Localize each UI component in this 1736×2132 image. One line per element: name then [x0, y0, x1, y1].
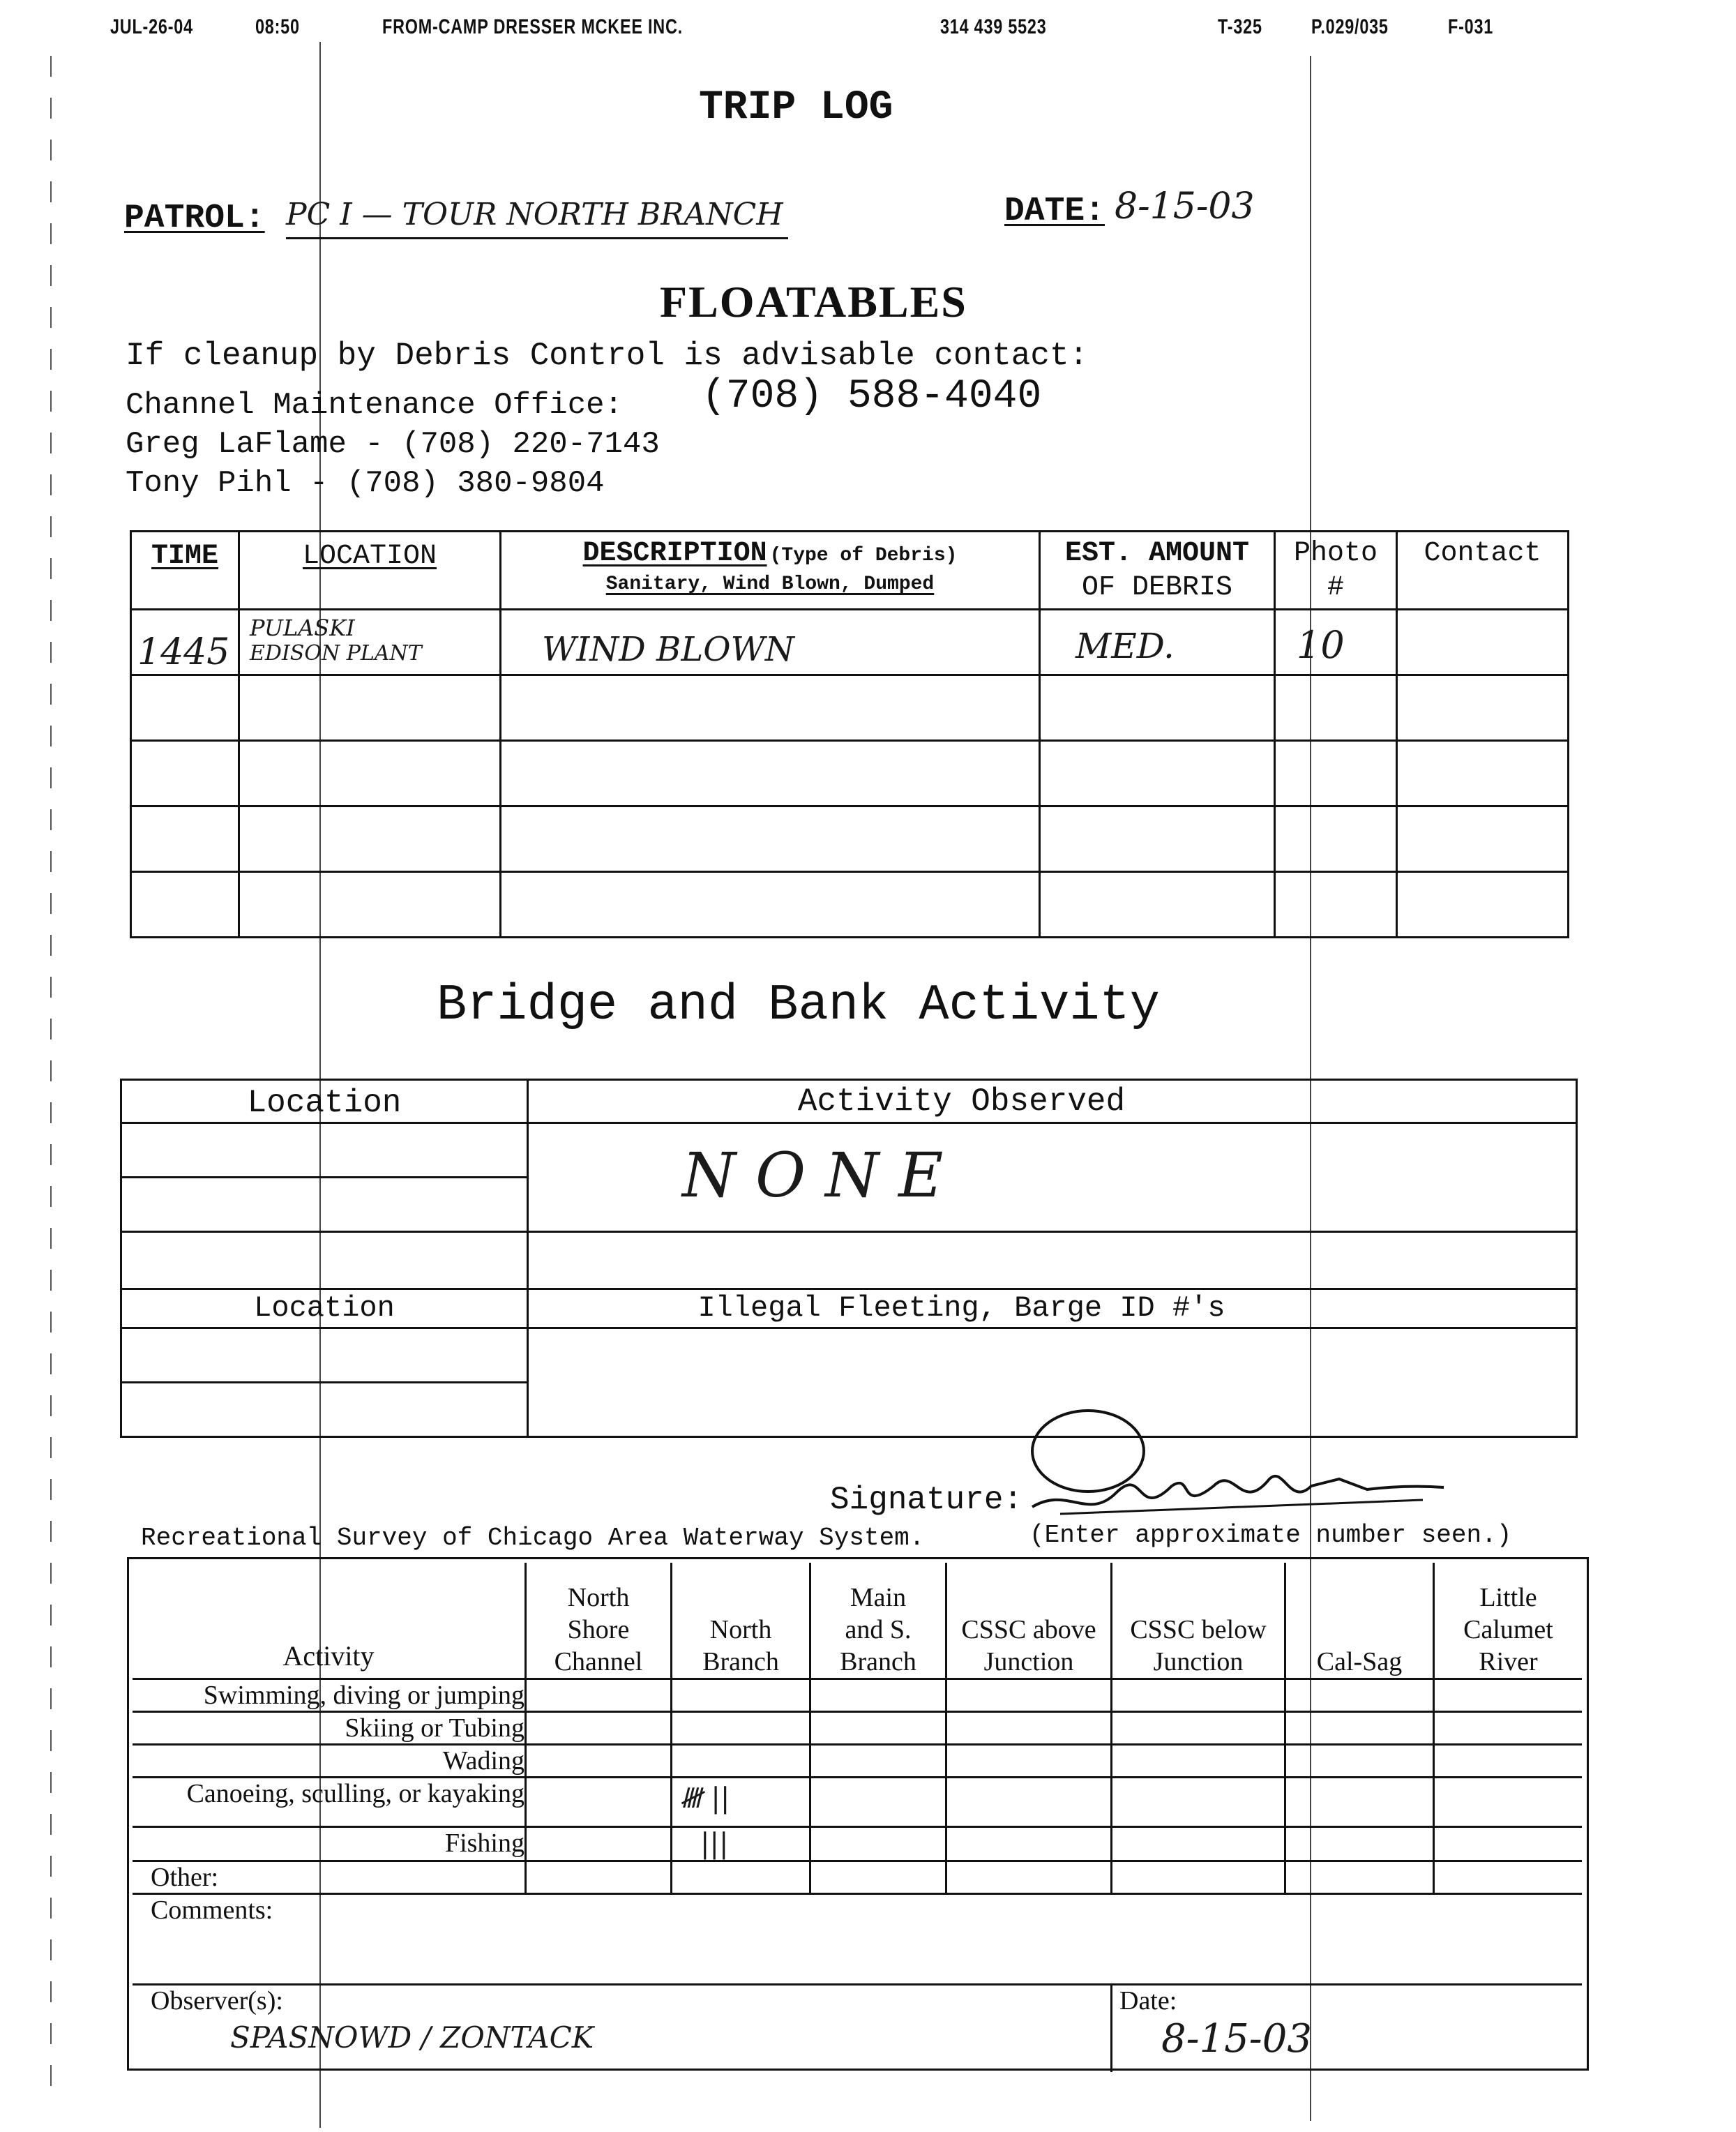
bridge-table: [120, 1079, 1578, 1438]
table-row: [131, 872, 1569, 938]
col-cssc-above-l2: Junction: [983, 1646, 1074, 1676]
bridge-activity-cell: [528, 1123, 1577, 1232]
row1-location-line1: PULASKI: [250, 615, 355, 641]
row1-location-line2: EDISON PLANT: [250, 641, 422, 666]
col-cal-sag-l1: Cal-Sag: [1316, 1646, 1403, 1676]
tally-fishing-north-branch: [672, 1826, 810, 1861]
fax-phone: 314 439 5523: [940, 15, 1047, 38]
activity-fishing: Fishing: [133, 1826, 526, 1861]
bridge-heading: Bridge and Bank Activity: [437, 977, 1160, 1034]
col-cal-sag: [1285, 1563, 1434, 1679]
observers-label: Observer(s):: [151, 1985, 283, 2015]
col-cssc-above: [946, 1563, 1112, 1679]
comments-row: [133, 1893, 1582, 1984]
survey-header-row: [133, 1563, 1582, 1679]
fax-t-code: T-325: [1218, 15, 1262, 38]
table-row: [121, 1328, 1577, 1383]
col-location: [239, 532, 501, 610]
patrol-label: PATROL:: [124, 200, 265, 237]
table-row: [131, 675, 1569, 741]
col-time-label: TIME: [151, 541, 218, 572]
floatables-heading: FLOATABLES: [660, 277, 967, 326]
col-main-l1: Main: [850, 1582, 907, 1612]
col-north-shore-l2: Shore: [567, 1614, 630, 1644]
col-description-label: DESCRIPTION: [582, 538, 767, 569]
table-row: [133, 1711, 1582, 1744]
col-photo: [1275, 532, 1397, 610]
row1-description-value: WIND BLOWN: [542, 630, 794, 669]
fleeting-location-header: [121, 1289, 528, 1328]
page-title: TRIP LOG: [699, 85, 893, 130]
col-north-branch: [672, 1563, 810, 1679]
bridge-activity-header: [528, 1080, 1577, 1123]
row1-contact: [1397, 610, 1569, 675]
row1-time-value: 1445: [137, 631, 230, 673]
tally-canoe-value: 𝍸 ||: [679, 1782, 730, 1815]
fax-page: P.029/035: [1311, 15, 1389, 38]
col-amount: [1040, 532, 1275, 610]
table-row: [131, 806, 1569, 872]
activity-swimming: Swimming, diving or jumping: [133, 1679, 526, 1711]
floatables-header-row: [131, 532, 1569, 610]
patrol-underline: [286, 237, 788, 239]
tally-fishing-value: |||: [700, 1827, 729, 1860]
col-cssc-below-l1: CSSC below: [1130, 1614, 1267, 1644]
survey-table: [133, 1563, 1582, 2072]
col-north-branch-l1: North: [709, 1614, 772, 1644]
col-main-s-branch: [810, 1563, 946, 1679]
fax-time: 08:50: [255, 15, 300, 38]
signature-label: Signature:: [830, 1482, 1023, 1518]
comments-label: Comments:: [151, 1895, 273, 1925]
survey-note: (Enter approximate number seen.): [1029, 1521, 1512, 1549]
activity-header-label: Activity: [282, 1639, 375, 1672]
office-phone: (708) 588-4040: [702, 374, 1042, 419]
col-description-type: (Type of Debris): [769, 545, 958, 566]
fleeting-header: [528, 1289, 1577, 1328]
survey-date-label: Date:: [1119, 1985, 1177, 2015]
col-cssc-below-l2: Junction: [1153, 1646, 1244, 1676]
contact-1: Greg LaFlame - (708) 220-7143: [126, 427, 660, 462]
col-north-shore-l3: Channel: [554, 1646, 643, 1676]
col-main-l2: and S.: [845, 1614, 912, 1644]
row1-photo: [1275, 610, 1397, 675]
bridge-location-label: Location: [247, 1085, 402, 1121]
floatables-table: [130, 530, 1569, 938]
observers-cell: [133, 1984, 1112, 2072]
bridge-activity-value: NONE: [682, 1139, 963, 1211]
signature-scribble: [1004, 1402, 1451, 1535]
col-amount-line2: OF DEBRIS: [1081, 572, 1233, 603]
row1-amount: [1040, 610, 1275, 675]
row1-photo-value: 10: [1297, 623, 1345, 667]
activity-wading: Wading: [133, 1744, 526, 1777]
col-cssc-above-l1: CSSC above: [961, 1614, 1096, 1644]
table-row: [133, 1679, 1582, 1711]
col-location-label: LOCATION: [302, 541, 437, 572]
bridge-activity-label: Activity Observed: [797, 1083, 1126, 1120]
col-north-branch-l2: Branch: [702, 1646, 779, 1676]
scan-line-left: [50, 56, 52, 2107]
comments-cell: [133, 1893, 1582, 1984]
row1-time: [131, 610, 239, 675]
row1-location: [239, 610, 501, 675]
col-little-calumet-l2: Calumet: [1463, 1614, 1553, 1644]
col-little-calumet-l1: Little: [1479, 1582, 1537, 1612]
survey-date-value: 8-15-03: [1161, 2015, 1312, 2062]
floatables-intro: If cleanup by Debris Control is advisable contact:: [126, 338, 1089, 374]
col-north-shore-l1: North: [567, 1582, 630, 1612]
col-main-l3: Branch: [840, 1646, 916, 1676]
activity-skiing: Skiing or Tubing: [133, 1711, 526, 1744]
other-label: Other:: [133, 1861, 526, 1893]
patrol-value: PC I — TOUR NORTH BRANCH: [286, 197, 783, 232]
table-row: [131, 741, 1569, 806]
col-contact-label: Contact: [1424, 538, 1541, 569]
date-label: DATE:: [1004, 193, 1105, 230]
col-photo-line1: Photo: [1293, 538, 1378, 569]
col-description: [501, 532, 1040, 610]
col-little-calumet-l3: River: [1479, 1646, 1538, 1676]
fax-f-code: F-031: [1448, 15, 1494, 38]
row1-amount-value: MED.: [1075, 626, 1175, 666]
tally-canoe-north-branch: [672, 1777, 810, 1826]
table-row: [133, 1744, 1582, 1777]
bridge-location-header: [121, 1080, 528, 1123]
col-contact: [1397, 532, 1569, 610]
col-north-shore: [526, 1563, 672, 1679]
row1-description: [501, 610, 1040, 675]
date-value: 8-15-03: [1115, 186, 1255, 227]
col-cssc-below: [1112, 1563, 1285, 1679]
fax-from: FROM-CAMP DRESSER MCKEE INC.: [382, 15, 683, 38]
table-row: [121, 1232, 1577, 1289]
fax-date: JUL-26-04: [110, 15, 193, 38]
col-description-sub: Sanitary, Wind Blown, Dumped: [605, 573, 935, 595]
table-row: [133, 1777, 1582, 1826]
contact-2: Tony Pihl - (708) 380-9804: [126, 466, 605, 501]
activity-header: [133, 1563, 526, 1679]
col-little-calumet: [1434, 1563, 1583, 1679]
table-row: [133, 1826, 1582, 1861]
col-photo-line2: #: [1327, 572, 1344, 603]
activity-canoeing: Canoeing, sculling, or kayaking: [133, 1777, 526, 1826]
col-time: [131, 532, 239, 610]
fleeting-label: Illegal Fleeting, Barge ID #'s: [697, 1291, 1225, 1325]
fleeting-location-label: Location: [254, 1291, 395, 1325]
col-amount-line1: EST. AMOUNT: [1064, 538, 1250, 569]
date-cell: [1112, 1984, 1583, 2072]
table-row: [131, 610, 1569, 675]
table-row: [133, 1861, 1582, 1893]
observer-row: [133, 1984, 1582, 2072]
office-label: Channel Maintenance Office:: [126, 388, 623, 423]
fleeting-header-row: [121, 1289, 1577, 1328]
observers-value: SPASNOWD / ZONTACK: [230, 2020, 594, 2055]
table-row: [121, 1123, 1577, 1178]
bridge-header-row: [121, 1080, 1577, 1123]
survey-title: Recreational Survey of Chicago Area Waterway System.: [141, 1524, 925, 1552]
